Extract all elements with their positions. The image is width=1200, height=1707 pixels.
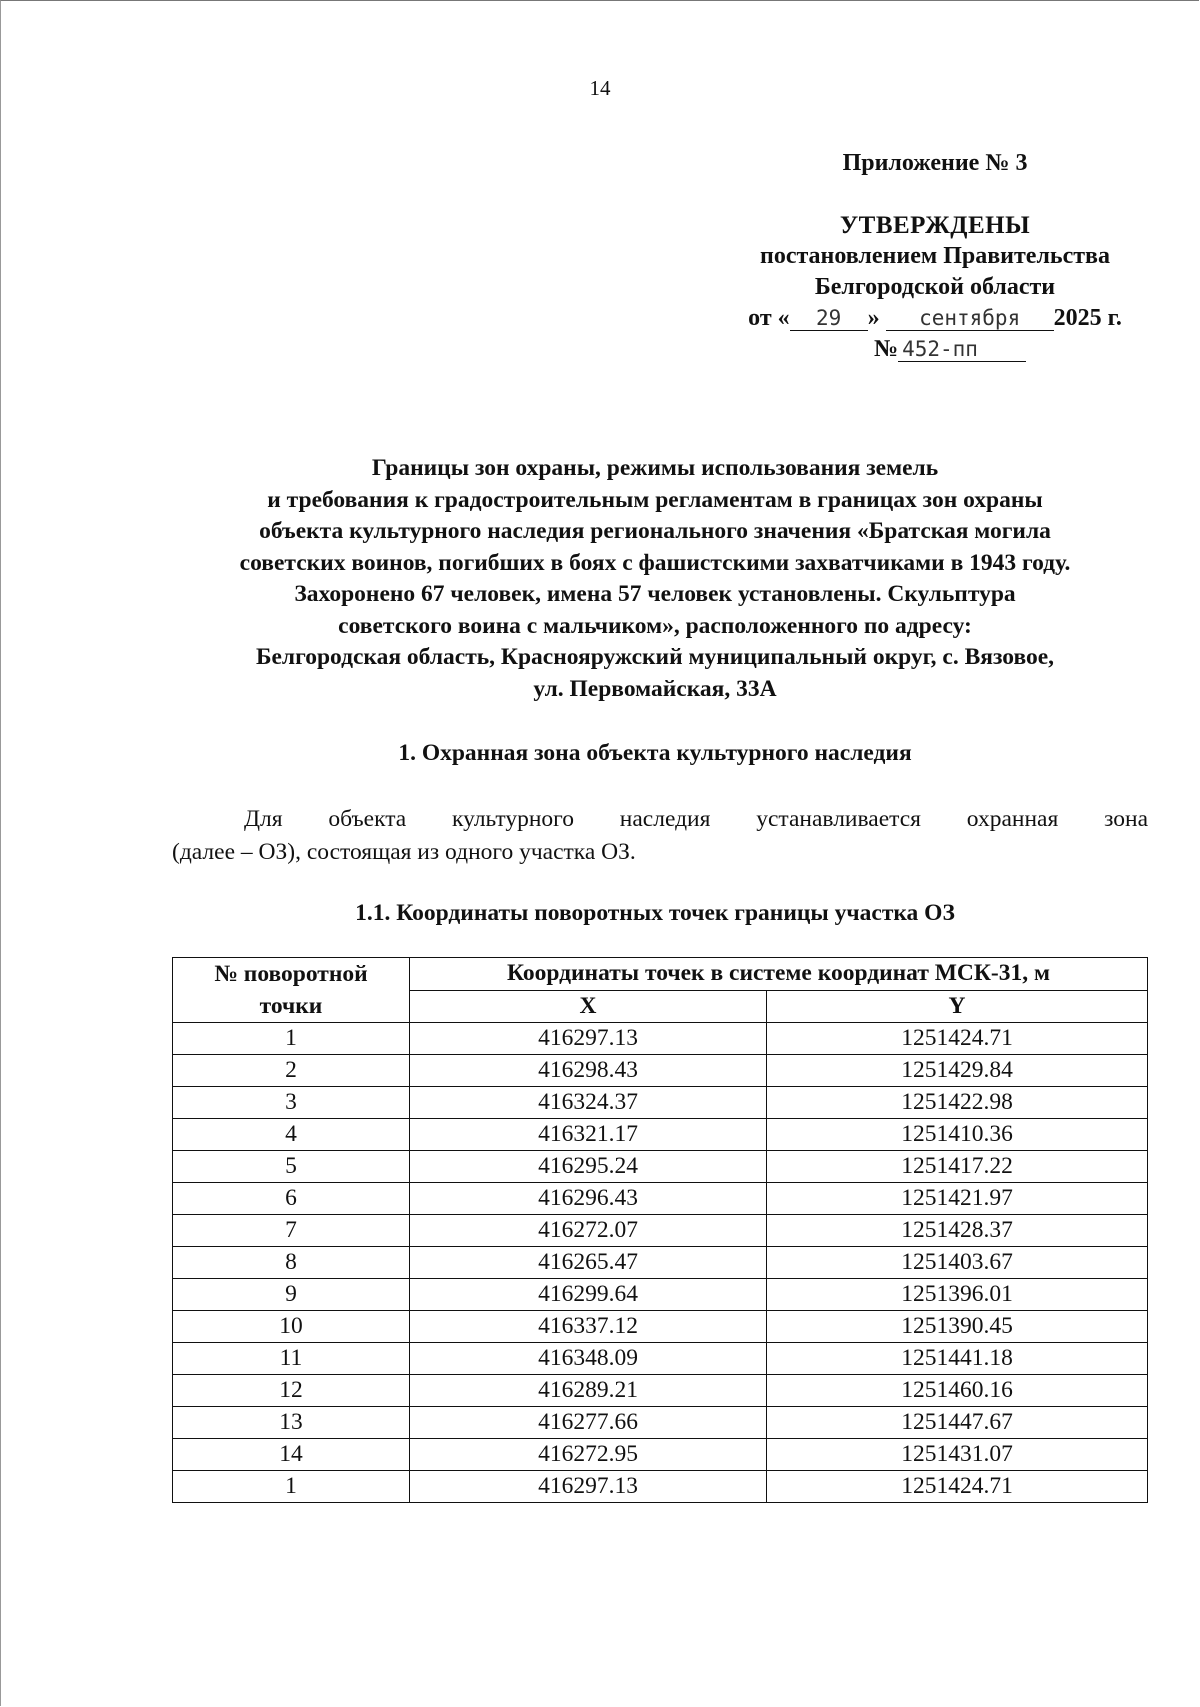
date-year: 2025 г.: [1053, 305, 1122, 331]
cell-x: 416297.13: [410, 1471, 767, 1503]
title-line: Белгородская область, Краснояружский муниципальный округ, с. Вязовое,: [255, 644, 1055, 670]
approval-line-1: постановлением Правительства: [759, 243, 1110, 269]
page-number: 14: [589, 76, 611, 100]
number-prefix: №: [873, 336, 899, 362]
title-line: советских воинов, погибших в боях с фашистскими захватчиками в 1943 году.: [239, 549, 1071, 576]
cell-y: 1251422.98: [767, 1087, 1148, 1119]
cell-point-number: 11: [173, 1343, 410, 1375]
header-coordinates: Координаты точек в системе координат МСК-31, м: [410, 958, 1148, 991]
cell-x: 416295.24: [410, 1151, 767, 1183]
cell-x: 416298.43: [410, 1055, 767, 1087]
cell-point-number: 12: [173, 1375, 410, 1407]
title-line: советского воина с мальчиком», расположенного по адресу:: [338, 612, 972, 639]
coordinates-table: [172, 957, 1148, 1503]
header-y: Y: [767, 990, 1148, 1023]
cell-y: 1251447.67: [767, 1407, 1148, 1439]
document-title: [160, 453, 1150, 705]
cell-y: 1251441.18: [767, 1343, 1148, 1375]
date-mid: »: [867, 305, 880, 331]
section-1-heading: 1. Охранная зона объекта культурного наследия: [398, 740, 912, 766]
cell-y: 1251424.71: [767, 1023, 1148, 1055]
cell-point-number: 13: [173, 1407, 410, 1439]
table-body: [173, 1023, 1148, 1503]
paragraph-line-2: (далее – ОЗ), состоящая из одного участка ОЗ.: [172, 839, 636, 865]
table-row: [173, 1183, 1148, 1215]
cell-point-number: 4: [173, 1119, 410, 1151]
cell-y: 1251396.01: [767, 1279, 1148, 1311]
decree-number-field: 452-пп: [898, 337, 1026, 362]
cell-y: 1251417.22: [767, 1151, 1148, 1183]
cell-x: 416337.12: [410, 1311, 767, 1343]
cell-x: 416296.43: [410, 1183, 767, 1215]
cell-y: 1251431.07: [767, 1439, 1148, 1471]
table-header-row: [173, 958, 1148, 991]
table-row: [173, 1407, 1148, 1439]
cell-y: 1251429.84: [767, 1055, 1148, 1087]
title-line: Границы зон охраны, режимы использования земель: [371, 455, 939, 481]
table-row: [173, 1023, 1148, 1055]
table-row: [173, 1119, 1148, 1151]
date-month-field: сентября: [886, 306, 1054, 331]
cell-x: 416348.09: [410, 1343, 767, 1375]
cell-point-number: 1: [173, 1471, 410, 1503]
cell-point-number: 5: [173, 1151, 410, 1183]
cell-y: 1251460.16: [767, 1375, 1148, 1407]
cell-y: 1251424.71: [767, 1471, 1148, 1503]
date-prefix: от «: [748, 305, 790, 331]
cell-point-number: 1: [173, 1023, 410, 1055]
cell-x: 416289.21: [410, 1375, 767, 1407]
table-row: [173, 1439, 1148, 1471]
table-row: [173, 1055, 1148, 1087]
cell-x: 416277.66: [410, 1407, 767, 1439]
table-row: [173, 1087, 1148, 1119]
approval-line-2: Белгородской области: [814, 274, 1056, 300]
header-x: X: [410, 990, 767, 1023]
approved-heading: УТВЕРЖДЕНЫ: [839, 212, 1031, 239]
cell-x: 416272.07: [410, 1215, 767, 1247]
approval-date: [700, 303, 1170, 334]
title-line: Захоронено 67 человек, имена 57 человек установлены. Скульптура: [294, 581, 1016, 607]
header-point-line-1: № поворотной: [214, 961, 368, 987]
approval-number: [700, 334, 1170, 365]
title-line: и требования к градостроительным регламентам в границах зон охраны: [267, 486, 1043, 513]
table-row: [173, 1471, 1148, 1503]
cell-x: 416272.95: [410, 1439, 767, 1471]
cell-y: 1251421.97: [767, 1183, 1148, 1215]
cell-y: 1251403.67: [767, 1247, 1148, 1279]
table-row: [173, 1375, 1148, 1407]
table-row: [173, 1247, 1148, 1279]
title-line: ул. Первомайская, 33А: [533, 675, 777, 702]
cell-y: 1251390.45: [767, 1311, 1148, 1343]
table-row: [173, 1279, 1148, 1311]
approval-block: [700, 210, 1170, 365]
cell-x: 416299.64: [410, 1279, 767, 1311]
cell-y: 1251428.37: [767, 1215, 1148, 1247]
cell-point-number: 6: [173, 1183, 410, 1215]
cell-x: 416324.37: [410, 1087, 767, 1119]
cell-point-number: 7: [173, 1215, 410, 1247]
cell-point-number: 9: [173, 1279, 410, 1311]
title-line: объекта культурного наследия регионального значения «Братская могила: [259, 518, 1051, 544]
cell-point-number: 10: [173, 1311, 410, 1343]
subsection-1-1-heading: 1.1. Координаты поворотных точек границы участка ОЗ: [355, 900, 955, 926]
paragraph-line-1: Для объекта культурного наследия устанавливается охранная зона: [244, 806, 1148, 832]
cell-x: 416321.17: [410, 1119, 767, 1151]
section-1-paragraph: [172, 803, 1148, 869]
date-day-field: 29: [790, 306, 868, 331]
cell-y: 1251410.36: [767, 1119, 1148, 1151]
cell-point-number: 3: [173, 1087, 410, 1119]
header-point-number: [173, 958, 410, 1023]
header-point-line-2: точки: [259, 993, 323, 1019]
table-row: [173, 1151, 1148, 1183]
cell-point-number: 14: [173, 1439, 410, 1471]
table-row: [173, 1215, 1148, 1247]
cell-x: 416297.13: [410, 1023, 767, 1055]
cell-point-number: 2: [173, 1055, 410, 1087]
cell-x: 416265.47: [410, 1247, 767, 1279]
table-row: [173, 1343, 1148, 1375]
appendix-label: Приложение № 3: [842, 150, 1028, 176]
table-row: [173, 1311, 1148, 1343]
cell-point-number: 8: [173, 1247, 410, 1279]
